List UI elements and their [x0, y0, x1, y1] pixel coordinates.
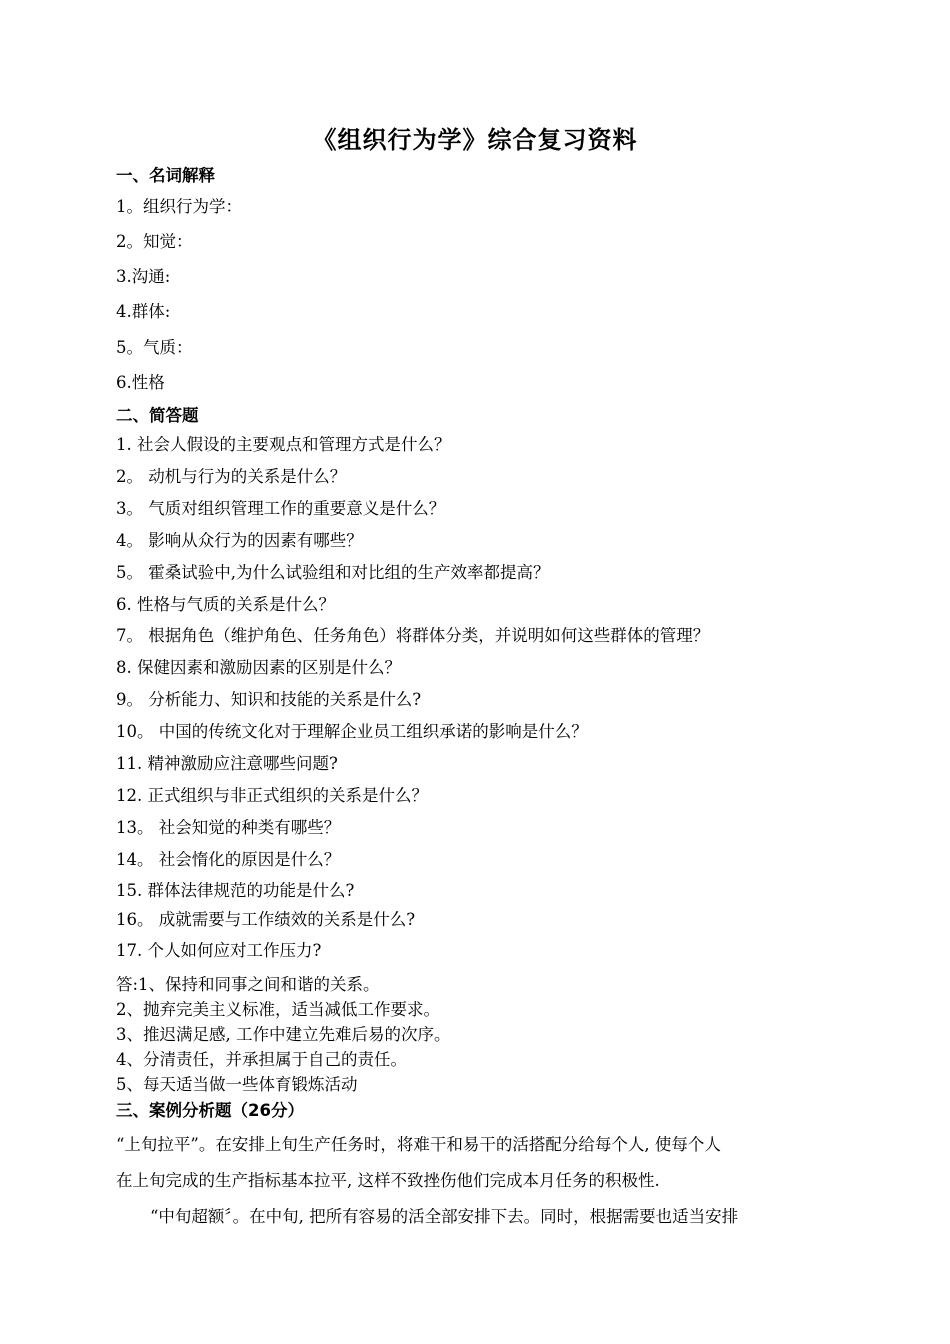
answer-line: 5、每天适当做一些体育锻炼活动 — [116, 1075, 358, 1094]
answer-line: 答:1、保持和同事之间和谐的关系。 — [116, 975, 380, 994]
term-item: 6.性格 — [116, 373, 165, 392]
case-paragraph-line: “上旬拉平”。在安排上旬生产任务时，将难干和易干的活搭配分给每个人, 使每个人 — [116, 1135, 721, 1154]
answer-line: 3、推迟满足感, 工作中建立先难后易的次序。 — [116, 1025, 451, 1044]
question-item: 17. 个人如何应对工作压力? — [116, 941, 322, 960]
question-item: 10。 中国的传统文化对于理解企业员工组织承诺的影响是什么？ — [116, 722, 588, 741]
question-item: 3。 气质对组织管理工作的重要意义是什么？ — [116, 499, 446, 518]
question-item: 6. 性格与气质的关系是什么？ — [116, 595, 335, 614]
case-paragraph-line: “中旬超额〞。在中旬, 把所有容易的活全部安排下去。同时，根据需要也适当安排 — [150, 1207, 739, 1226]
question-item: 15. 群体法律规范的功能是什么? — [116, 881, 355, 900]
case-paragraph-line: 在上旬完成的生产指标基本拉平, 这样不致挫伤他们完成本月任务的积极性. — [116, 1171, 660, 1190]
question-item: 14。 社会惰化的原因是什么？ — [116, 850, 341, 869]
question-item: 12. 正式组织与非正式组织的关系是什么？ — [116, 786, 428, 805]
section-heading-case-analysis: 三、案例分析题（26分） — [116, 1101, 304, 1120]
question-item: 13。 社会知觉的种类有哪些？ — [116, 818, 341, 837]
question-item: 9。 分析能力、知识和技能的关系是什么? — [116, 690, 422, 709]
question-item: 1. 社会人假设的主要观点和管理方式是什么？ — [116, 435, 451, 454]
term-item: 4.群体: — [116, 302, 171, 321]
term-item: 2。知觉： — [116, 232, 193, 251]
question-item: 7。 根据角色（维护角色、任务角色）将群体分类，并说明如何这些群体的管理？ — [116, 626, 710, 645]
question-item: 8. 保健因素和激励因素的区别是什么？ — [116, 658, 401, 677]
document-title: 《组织行为学》综合复习资料 — [312, 126, 638, 154]
question-item: 4。 影响从众行为的因素有哪些？ — [116, 531, 363, 550]
question-item: 11. 精神激励应注意哪些问题? — [116, 754, 338, 773]
question-item: 16。 成就需要与工作绩效的关系是什么? — [116, 910, 416, 929]
term-item: 1。组织行为学： — [116, 197, 242, 216]
term-item: 5。气质： — [116, 338, 193, 357]
answer-line: 2、抛弃完美主义标准，适当减低工作要求。 — [116, 1000, 440, 1019]
question-item: 5。 霍桑试验中,为什么试验组和对比组的生产效率都提高？ — [116, 563, 550, 582]
section-heading-short-answer: 二、简答题 — [116, 406, 199, 425]
section-heading-terms: 一、名词解释 — [116, 166, 215, 185]
answer-line: 4、分清责任，并承担属于自己的责任。 — [116, 1050, 407, 1069]
term-item: 3.沟通: — [116, 267, 171, 286]
question-item: 2。 动机与行为的关系是什么？ — [116, 467, 347, 486]
